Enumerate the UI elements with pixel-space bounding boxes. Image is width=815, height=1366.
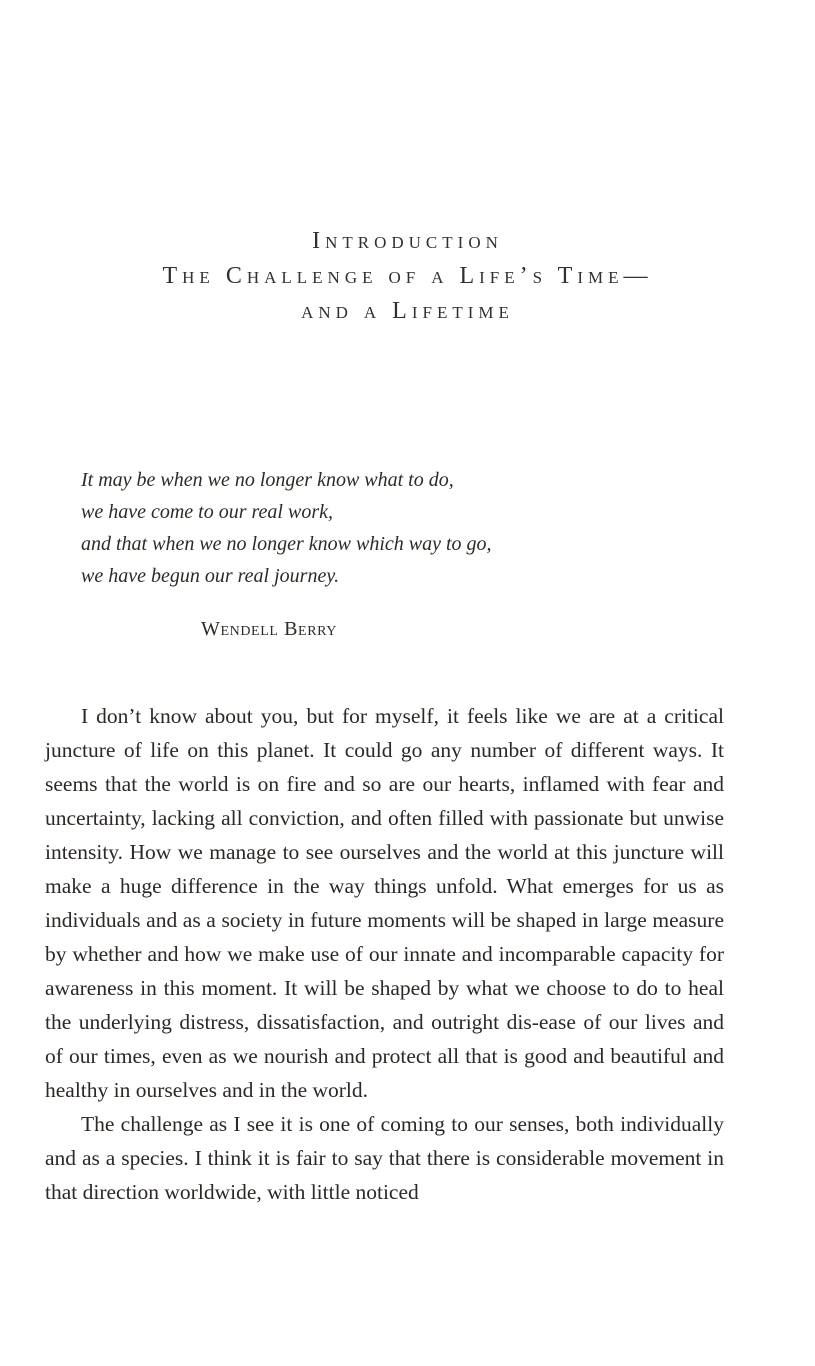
chapter-title-line-2: and a Lifetime [301, 298, 514, 324]
chapter-title-line-1: The Challenge of a Life’s Time— [162, 263, 653, 289]
chapter-heading [0, 224, 815, 329]
epigraph-line: we have come to our real work, [81, 501, 333, 523]
chapter-label: Introduction [312, 228, 503, 254]
epigraph-author: Wendell Berry [201, 618, 338, 640]
epigraph-line: It may be when we no longer know what to do, [81, 469, 454, 491]
epigraph [81, 464, 721, 592]
body-paragraph: The challenge as I see it is one of coming to our senses, both individually and as a species. I think it is fair to say that there is considerable movement in that direction worldwide, with little noticed [45, 1112, 724, 1204]
body-text [45, 699, 724, 1209]
epigraph-line: and that when we no longer know which way to go, [81, 533, 492, 555]
epigraph-line: we have begun our real journey. [81, 565, 340, 587]
body-paragraph: I don’t know about you, but for myself, it feels like we are at a critical juncture of life on this planet. It could go any number of different ways. It seems that the world is on fire and so are our hearts, inflamed with fear and uncertainty, lacking all conviction, and often filled with passionate but unwise intensity. How we manage to see ourselves and the world at this juncture will make a huge difference in the way things unfold. What emerges for us as individuals and as a society in future moments will be shaped in large measure by whether and how we make use of our innate and incomparable capacity for awareness in this moment. It will be shaped by what we choose to do to heal the underlying distress, dissatisfaction, and outright dis-ease of our lives and of our times, even as we nourish and protect all that is good and beautiful and healthy in ourselves and in the world. [45, 704, 724, 1102]
